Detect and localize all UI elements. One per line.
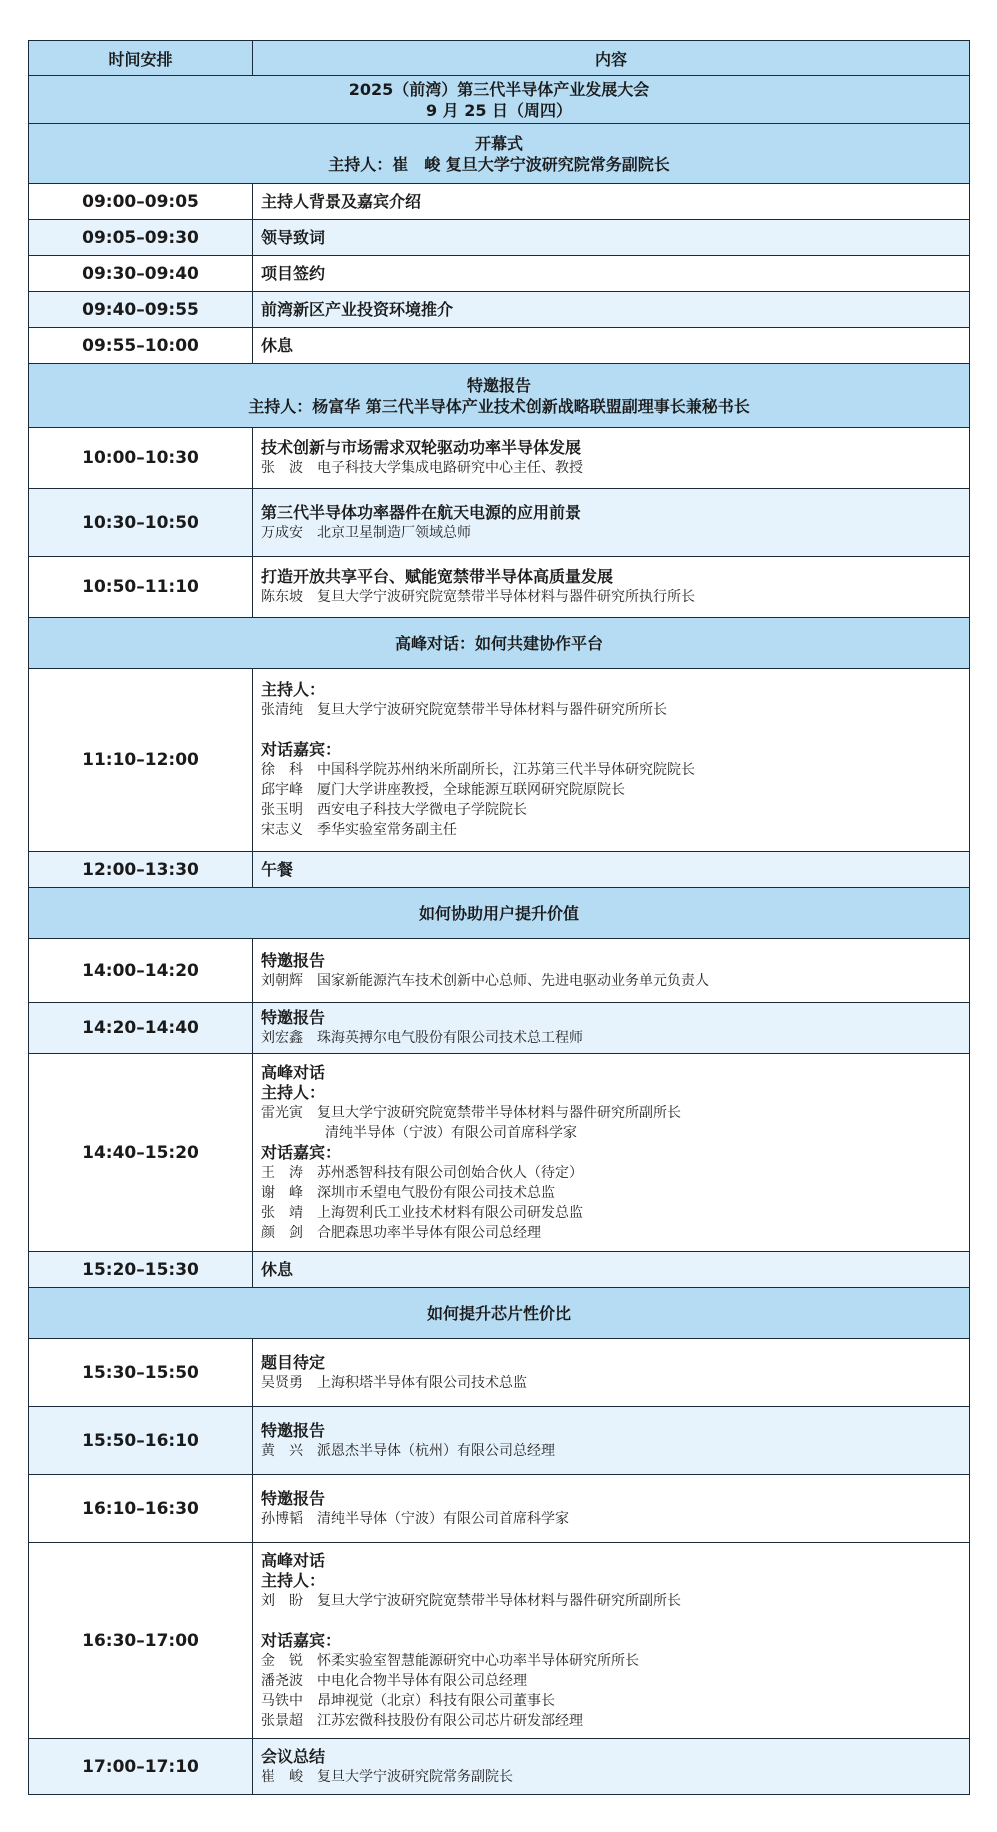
time-slot: 11:10–12:00 <box>29 669 253 852</box>
header-time: 时间安排 <box>29 41 253 76</box>
event-title: 2025（前湾）第三代半导体产业发展大会 <box>348 79 650 99</box>
time-slot: 17:00–17:10 <box>29 1739 253 1795</box>
section-dialogue-1 <box>29 618 970 669</box>
agenda-row <box>29 489 970 557</box>
item-title: 技术创新与市场需求双轮驱动功率半导体发展 <box>261 438 582 457</box>
agenda-row <box>29 1475 970 1543</box>
guest: 张 靖 上海贺利氏工业技术材料有限公司研发总监 <box>261 1204 583 1221</box>
guest: 王 涛 苏州悉智科技有限公司创始合伙人（待定） <box>261 1164 583 1181</box>
header-content: 内容 <box>253 41 970 76</box>
time-slot: 12:00–13:30 <box>29 852 253 888</box>
agenda-row <box>29 1003 970 1054</box>
item-title: 领导致词 <box>261 227 326 247</box>
speaker: 崔 峻 复旦大学宁波研究院常务副院长 <box>261 1768 513 1785</box>
item-title: 休息 <box>261 335 294 355</box>
section-users <box>29 888 970 939</box>
agenda-row <box>29 1407 970 1475</box>
event-title-row <box>29 76 970 124</box>
section-title: 如何协助用户提升价值 <box>418 903 579 923</box>
time-slot: 15:30–15:50 <box>29 1339 253 1407</box>
item-title: 题目待定 <box>261 1352 326 1372</box>
host-affiliation: 清纯半导体（宁波）有限公司首席科学家 <box>325 1124 577 1141</box>
item-title: 第三代半导体功率器件在航天电源的应用前景 <box>261 502 582 522</box>
agenda-row <box>29 328 970 364</box>
guest: 宋志义 季华实验室常务副主任 <box>261 822 457 838</box>
speaker: 刘朝辉 国家新能源汽车技术创新中心总师、先进电驱动业务单元负责人 <box>261 972 709 989</box>
item-title: 休息 <box>261 1259 294 1279</box>
guest: 张景超 江苏宏微科技股份有限公司芯片研发部经理 <box>261 1712 583 1729</box>
item-title: 会议总结 <box>261 1746 326 1766</box>
agenda-row <box>29 669 970 852</box>
time-slot: 10:50–11:10 <box>29 557 253 618</box>
speaker: 孙博韬 清纯半导体（宁波）有限公司首席科学家 <box>261 1510 569 1527</box>
time-slot: 14:20–14:40 <box>29 1003 253 1054</box>
section-host: 主持人：崔 峻 复旦大学宁波研究院常务副院长 <box>328 154 670 174</box>
item-title: 主持人背景及嘉宾介绍 <box>261 191 422 211</box>
host: 雷光寅 复旦大学宁波研究院宽禁带半导体材料与器件研究所副所长 <box>261 1104 681 1121</box>
agenda-row <box>29 256 970 292</box>
item-title: 特邀报告 <box>261 950 326 970</box>
guest: 潘尧波 中电化合物半导体有限公司总经理 <box>261 1672 527 1689</box>
item-title: 特邀报告 <box>261 1008 326 1027</box>
agenda-table <box>28 40 970 1795</box>
time-slot: 14:00–14:20 <box>29 939 253 1003</box>
item-title: 高峰对话 <box>261 1550 326 1570</box>
time-slot: 09:30–09:40 <box>29 256 253 292</box>
speaker: 张 波 电子科技大学集成电路研究中心主任、教授 <box>261 460 583 476</box>
agenda-row <box>29 1252 970 1288</box>
guest: 谢 峰 深圳市禾望电气股份有限公司技术总监 <box>261 1184 555 1201</box>
section-chip <box>29 1288 970 1339</box>
host: 刘 盼 复旦大学宁波研究院宽禁带半导体材料与器件研究所副所长 <box>261 1592 681 1609</box>
time-slot: 10:00–10:30 <box>29 428 253 489</box>
guest: 张玉明 西安电子科技大学微电子学院院长 <box>261 802 527 818</box>
time-slot: 15:50–16:10 <box>29 1407 253 1475</box>
section-title: 高峰对话：如何共建协作平台 <box>394 633 603 653</box>
guest: 金 锐 怀柔实验室智慧能源研究中心功率半导体研究所所长 <box>261 1652 639 1669</box>
speaker: 万成安 北京卫星制造厂领域总师 <box>261 524 471 541</box>
host-label: 主持人： <box>261 680 326 699</box>
guests-label: 对话嘉宾： <box>261 1142 342 1162</box>
item-title: 午餐 <box>261 859 294 879</box>
agenda-row <box>29 1739 970 1795</box>
time-slot: 15:20–15:30 <box>29 1252 253 1288</box>
guest: 马铁中 昂坤视觉（北京）科技有限公司董事长 <box>261 1692 555 1709</box>
speaker: 吴贤勇 上海积塔半导体有限公司技术总监 <box>261 1374 527 1391</box>
time-slot: 09:55–10:00 <box>29 328 253 364</box>
host-label: 主持人： <box>261 1082 326 1102</box>
time-slot: 09:00–09:05 <box>29 184 253 220</box>
section-opening <box>29 124 970 184</box>
host: 张清纯 复旦大学宁波研究院宽禁带半导体材料与器件研究所所长 <box>261 702 667 718</box>
section-keynote <box>29 364 970 428</box>
agenda-row <box>29 220 970 256</box>
time-slot: 09:05–09:30 <box>29 220 253 256</box>
event-date: 9 月 25 日（周四） <box>425 100 573 120</box>
item-title: 高峰对话 <box>261 1062 326 1082</box>
item-title: 打造开放共享平台、赋能宽禁带半导体高质量发展 <box>261 567 614 586</box>
item-title: 特邀报告 <box>261 1488 326 1508</box>
agenda-row <box>29 1339 970 1407</box>
agenda-row <box>29 184 970 220</box>
item-title: 特邀报告 <box>261 1420 326 1440</box>
guest: 徐 科 中国科学院苏州纳米所副所长，江苏第三代半导体研究院院长 <box>261 762 695 778</box>
guest: 邱宇峰 厦门大学讲座教授，全球能源互联网研究院原院长 <box>261 782 625 798</box>
item-title: 项目签约 <box>261 263 326 283</box>
guests-label: 对话嘉宾： <box>261 1630 342 1650</box>
agenda-row <box>29 292 970 328</box>
host-label: 主持人： <box>261 1570 326 1590</box>
header-row <box>29 41 970 76</box>
speaker: 刘宏鑫 珠海英搏尔电气股份有限公司技术总工程师 <box>261 1030 583 1046</box>
speaker: 黄 兴 派恩杰半导体（杭州）有限公司总经理 <box>261 1442 555 1459</box>
time-slot: 09:40–09:55 <box>29 292 253 328</box>
section-host: 主持人：杨富华 第三代半导体产业技术创新战略联盟副理事长兼秘书长 <box>248 396 750 416</box>
time-slot: 10:30–10:50 <box>29 489 253 557</box>
time-slot: 16:30–17:00 <box>29 1543 253 1739</box>
item-title: 前湾新区产业投资环境推介 <box>261 299 454 319</box>
guest: 颜 剑 合肥森思功率半导体有限公司总经理 <box>261 1224 541 1241</box>
speaker: 陈东坡 复旦大学宁波研究院宽禁带半导体材料与器件研究所执行所长 <box>261 589 695 605</box>
section-title: 开幕式 <box>474 133 523 153</box>
agenda-row <box>29 1543 970 1739</box>
time-slot: 14:40–15:20 <box>29 1054 253 1252</box>
agenda-row <box>29 939 970 1003</box>
time-slot: 16:10–16:30 <box>29 1475 253 1543</box>
guests-label: 对话嘉宾： <box>261 740 342 759</box>
agenda-row <box>29 1054 970 1252</box>
agenda-row <box>29 557 970 618</box>
section-title: 特邀报告 <box>466 375 531 395</box>
agenda-row <box>29 852 970 888</box>
agenda-row <box>29 428 970 489</box>
section-title: 如何提升芯片性价比 <box>426 1303 571 1323</box>
